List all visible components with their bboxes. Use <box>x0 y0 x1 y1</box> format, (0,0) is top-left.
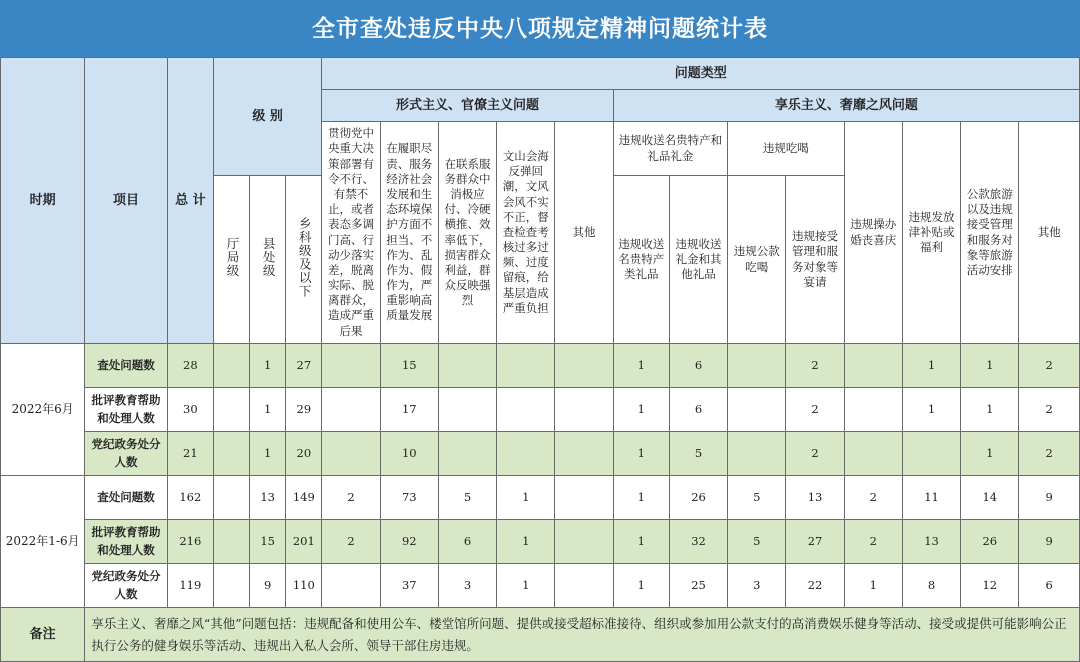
table-row <box>1 520 1080 564</box>
value-cell: 1 <box>497 520 555 564</box>
note-text: 享乐主义、奢靡之风“其他”问题包括：违规配备和使用公车、楼堂馆所问题、提供或接受超标准接待、组织或参加用公款支付的高消费娱乐健身等活动、接受或提供可能影响公正执行公务的健身娱乐等活动、违规出入私人会所、领导干部住房违规。 <box>85 608 1080 662</box>
value-cell: 1 <box>902 388 960 432</box>
value-cell: 9 <box>1019 476 1080 520</box>
value-cell: 1 <box>250 344 286 388</box>
header-hedonism-type-1: 违规收送名贵特产类礼品 <box>613 176 669 344</box>
value-cell <box>844 344 902 388</box>
value-cell: 14 <box>961 476 1019 520</box>
value-cell <box>438 432 496 476</box>
value-cell: 1 <box>613 432 669 476</box>
value-cell: 1 <box>613 344 669 388</box>
value-cell: 201 <box>286 520 322 564</box>
value-cell: 11 <box>902 476 960 520</box>
value-cell: 3 <box>438 564 496 608</box>
header-hedonism-other: 其他 <box>1019 122 1080 344</box>
value-cell: 119 <box>167 564 213 608</box>
item-cell: 党纪政务处分人数 <box>85 564 167 608</box>
item-cell: 批评教育帮助和处理人数 <box>85 520 167 564</box>
value-cell: 26 <box>961 520 1019 564</box>
value-cell: 2 <box>786 344 844 388</box>
period-cell: 2022年6月 <box>1 344 85 476</box>
value-cell: 1 <box>961 388 1019 432</box>
value-cell: 6 <box>1019 564 1080 608</box>
value-cell: 6 <box>438 520 496 564</box>
value-cell: 9 <box>1019 520 1080 564</box>
value-cell: 1 <box>961 344 1019 388</box>
table-row <box>1 432 1080 476</box>
header-period: 时期 <box>1 58 85 344</box>
header-eat-group: 违规吃喝 <box>728 122 845 176</box>
value-cell: 30 <box>167 388 213 432</box>
value-cell: 2 <box>786 388 844 432</box>
value-cell <box>844 388 902 432</box>
value-cell <box>728 388 786 432</box>
value-cell: 92 <box>380 520 438 564</box>
value-cell <box>497 432 555 476</box>
value-cell: 110 <box>286 564 322 608</box>
value-cell: 1 <box>250 388 286 432</box>
value-cell <box>322 344 380 388</box>
value-cell: 1 <box>613 388 669 432</box>
page-title: 全市查处违反中央八项规定精神问题统计表 <box>0 0 1080 57</box>
value-cell: 2 <box>322 476 380 520</box>
value-cell: 15 <box>250 520 286 564</box>
value-cell: 28 <box>167 344 213 388</box>
value-cell <box>555 344 613 388</box>
value-cell: 12 <box>961 564 1019 608</box>
value-cell: 73 <box>380 476 438 520</box>
header-item: 项目 <box>85 58 167 344</box>
header-formalism-type-2: 在履职尽责、服务经济社会发展和生态环境保护方面不担当、不作为、乱作为、假作为，严重影响高质量发展 <box>380 122 438 344</box>
value-cell: 32 <box>669 520 727 564</box>
value-cell <box>497 344 555 388</box>
value-cell <box>213 520 249 564</box>
value-cell: 2 <box>786 432 844 476</box>
value-cell: 2 <box>1019 388 1080 432</box>
value-cell: 149 <box>286 476 322 520</box>
value-cell <box>322 432 380 476</box>
table-row <box>1 388 1080 432</box>
value-cell: 37 <box>380 564 438 608</box>
value-cell: 20 <box>286 432 322 476</box>
header-level-xiang: 乡科级及以下 <box>297 216 313 298</box>
value-cell: 13 <box>250 476 286 520</box>
value-cell: 6 <box>669 344 727 388</box>
value-cell: 2 <box>1019 344 1080 388</box>
value-cell: 3 <box>728 564 786 608</box>
value-cell: 2 <box>1019 432 1080 476</box>
value-cell: 216 <box>167 520 213 564</box>
header-level-ting: 厅局级 <box>224 236 240 278</box>
item-cell: 党纪政务处分人数 <box>85 432 167 476</box>
value-cell: 8 <box>902 564 960 608</box>
header-total: 总 计 <box>167 58 213 344</box>
header-hedonism-type-2: 违规收送礼金和其他礼品 <box>669 176 727 344</box>
value-cell: 1 <box>613 564 669 608</box>
value-cell: 29 <box>286 388 322 432</box>
value-cell: 1 <box>961 432 1019 476</box>
value-cell: 1 <box>613 476 669 520</box>
value-cell <box>322 564 380 608</box>
value-cell <box>438 388 496 432</box>
value-cell: 1 <box>497 564 555 608</box>
value-cell: 27 <box>286 344 322 388</box>
table-row <box>1 344 1080 388</box>
table-row <box>1 564 1080 608</box>
header-hedonism-type-6: 违规发放津补贴或福利 <box>902 122 960 344</box>
value-cell <box>213 476 249 520</box>
header-hedonism-type-7: 公款旅游以及违规接受管理和服务对象等旅游活动安排 <box>961 122 1019 344</box>
value-cell <box>213 564 249 608</box>
value-cell: 1 <box>613 520 669 564</box>
value-cell: 10 <box>380 432 438 476</box>
value-cell: 2 <box>322 520 380 564</box>
value-cell: 25 <box>669 564 727 608</box>
header-formalism-type-1: 贯彻党中央重大决策部署有令不行、有禁不止，或者表态多调门高、行动少落实差，脱离实际、脱离群众，造成严重后果 <box>322 122 380 344</box>
value-cell <box>728 432 786 476</box>
period-cell: 2022年1-6月 <box>1 476 85 608</box>
value-cell <box>322 388 380 432</box>
value-cell <box>555 432 613 476</box>
value-cell <box>844 432 902 476</box>
header-level-xian: 县处级 <box>261 236 277 278</box>
value-cell: 5 <box>669 432 727 476</box>
value-cell: 1 <box>250 432 286 476</box>
value-cell <box>438 344 496 388</box>
value-cell <box>213 344 249 388</box>
header-hedonism: 享乐主义、奢靡之风问题 <box>613 90 1079 122</box>
value-cell: 1 <box>902 344 960 388</box>
value-cell: 15 <box>380 344 438 388</box>
statistics-table <box>0 57 1080 662</box>
value-cell <box>555 520 613 564</box>
value-cell: 26 <box>669 476 727 520</box>
value-cell: 5 <box>728 476 786 520</box>
value-cell <box>555 476 613 520</box>
header-level: 级 别 <box>213 58 321 176</box>
value-cell: 5 <box>438 476 496 520</box>
value-cell <box>213 388 249 432</box>
value-cell: 2 <box>844 476 902 520</box>
item-cell: 查处问题数 <box>85 476 167 520</box>
header-formalism-type-4: 文山会海反弹回潮，文风会风不实不正，督查检查考核过多过频、过度留痕，给基层造成严重负担 <box>497 122 555 344</box>
value-cell: 17 <box>380 388 438 432</box>
header-hedonism-type-5: 违规操办婚丧喜庆 <box>844 122 902 344</box>
value-cell: 21 <box>167 432 213 476</box>
header-formalism-type-3: 在联系服务群众中消极应付、冷硬横推、效率低下，损害群众利益，群众反映强烈 <box>438 122 496 344</box>
header-gift-group: 违规收送名贵特产和礼品礼金 <box>613 122 728 176</box>
value-cell: 13 <box>786 476 844 520</box>
value-cell <box>555 564 613 608</box>
value-cell: 5 <box>728 520 786 564</box>
header-problem-type: 问题类型 <box>322 58 1080 90</box>
value-cell <box>902 432 960 476</box>
note-label: 备注 <box>1 608 85 662</box>
value-cell: 13 <box>902 520 960 564</box>
value-cell: 22 <box>786 564 844 608</box>
item-cell: 批评教育帮助和处理人数 <box>85 388 167 432</box>
value-cell <box>497 388 555 432</box>
value-cell <box>728 344 786 388</box>
value-cell: 2 <box>844 520 902 564</box>
item-cell: 查处问题数 <box>85 344 167 388</box>
header-hedonism-type-4: 违规接受管理和服务对象等宴请 <box>786 176 844 344</box>
value-cell <box>555 388 613 432</box>
value-cell: 6 <box>669 388 727 432</box>
value-cell: 9 <box>250 564 286 608</box>
value-cell: 27 <box>786 520 844 564</box>
table-row <box>1 476 1080 520</box>
header-formalism: 形式主义、官僚主义问题 <box>322 90 613 122</box>
value-cell: 162 <box>167 476 213 520</box>
value-cell: 1 <box>497 476 555 520</box>
header-formalism-other: 其他 <box>555 122 613 344</box>
value-cell <box>213 432 249 476</box>
value-cell: 1 <box>844 564 902 608</box>
header-hedonism-type-3: 违规公款吃喝 <box>728 176 786 344</box>
